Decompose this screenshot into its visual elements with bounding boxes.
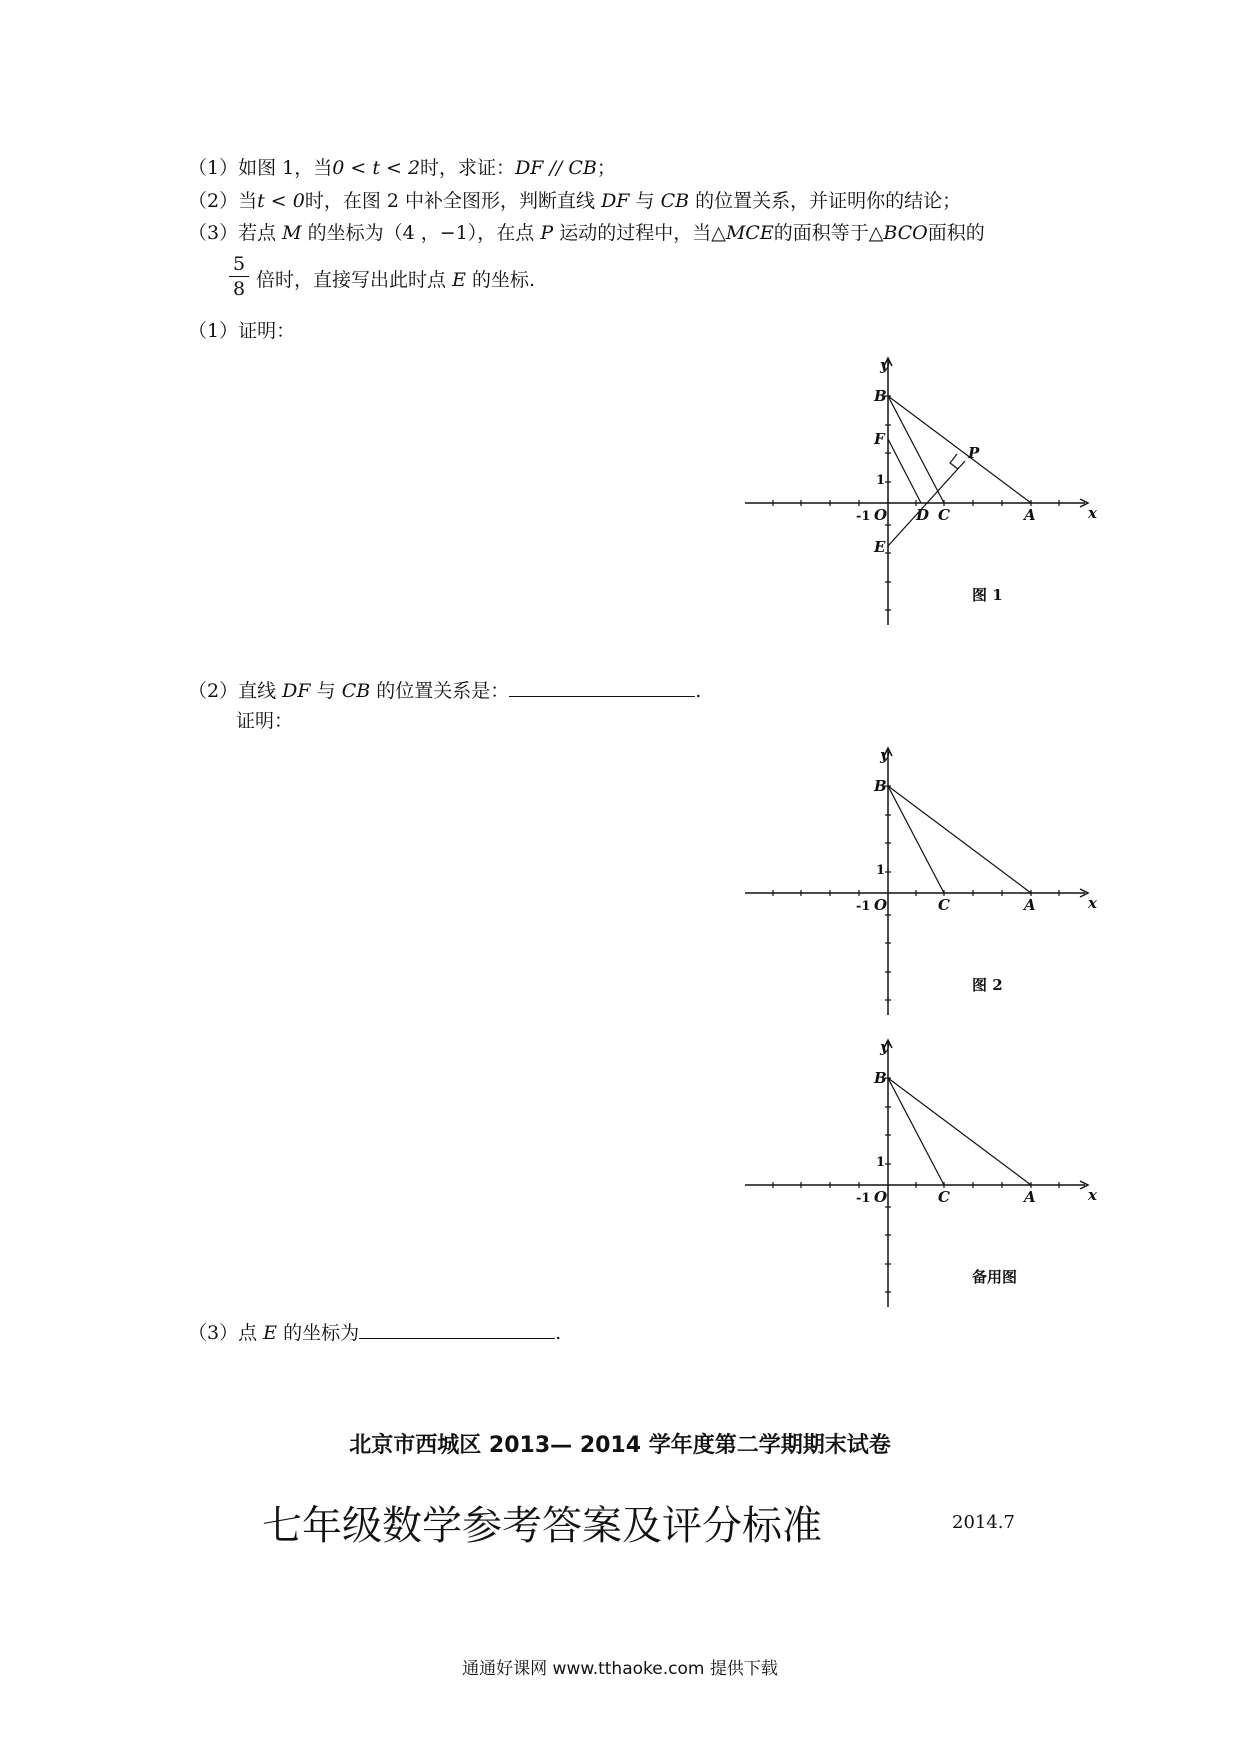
question-1-claim: DF // CB (515, 157, 597, 179)
figure-spare-caption: 备用图 (972, 1268, 1018, 1286)
segment-bc (888, 396, 944, 503)
answer-3-text-post: 的坐标为 (283, 1322, 360, 1344)
figure-2 (740, 740, 1100, 1020)
question-1-end: ； (596, 157, 616, 179)
label-a: A (1024, 896, 1036, 914)
footer-source: 通通好课网 www.tthaoke.com 提供下载 (462, 1659, 778, 1679)
answer-2-text-and: 与 (316, 680, 336, 702)
segment-ba (888, 1078, 1031, 1185)
answer-2-end: . (695, 680, 702, 702)
question-2-line-df: DF (601, 190, 630, 212)
question-3-text-coords: 的坐标为（4 ，−1），在点 (307, 222, 535, 244)
answer-2-line-df: DF (282, 680, 311, 702)
answer-2-proof-label: 证明： (236, 710, 294, 732)
question-2-condition: t < 0 (257, 190, 305, 212)
label-one: 1 (876, 473, 886, 488)
question-3-point-m: M (282, 222, 302, 244)
answer-3 (188, 1318, 561, 1346)
question-3-point-p: P (540, 222, 554, 244)
question-1 (188, 155, 616, 181)
label-y: y (880, 746, 889, 764)
label-f: F (874, 430, 885, 448)
label-one: 1 (876, 1155, 886, 1170)
label-a: A (1024, 1188, 1036, 1206)
answer-2-blank[interactable] (509, 676, 695, 697)
segment-bc (888, 1078, 944, 1185)
answer-2-text: 直线 (238, 680, 277, 702)
question-3-number: （3） (188, 222, 239, 244)
label-y: y (880, 1038, 889, 1056)
segment-ba (888, 786, 1031, 893)
question-2-end: 的位置关系，并证明你的结论； (695, 190, 962, 212)
figure-1-caption: 图 1 (972, 586, 1003, 604)
label-b: B (874, 1069, 887, 1087)
question-2-text-post: 时，在图 2 中补全图形，判断直线 (304, 190, 596, 212)
exam-title: 北京市西城区 2013— 2014 学年度第二学期期末试卷 (349, 1433, 891, 1458)
question-3-line-2 (256, 267, 535, 293)
label-a: A (1024, 506, 1036, 524)
label-origin: O (874, 506, 888, 524)
question-2-number: （2） (188, 190, 239, 212)
answer-key-date: 2014.7 (952, 1512, 1015, 1533)
label-b: B (874, 777, 887, 795)
question-3-end: 面积的 (927, 222, 985, 244)
segment-bc (888, 786, 944, 893)
question-1-text-mid: 时，求证： (420, 157, 516, 179)
question-3-text-end: 的坐标. (471, 269, 536, 291)
label-c: C (938, 1188, 950, 1206)
answer-1-proof-label: 证明： (238, 320, 296, 342)
question-2-text-and: 与 (635, 190, 655, 212)
label-d: D (916, 506, 930, 524)
question-2-line-cb: CB (660, 190, 690, 212)
label-c: C (938, 896, 950, 914)
question-2-text: 当 (238, 190, 258, 212)
label-neg-one: -1 (856, 1191, 871, 1206)
answer-1-number: （1） (188, 320, 239, 342)
answer-3-point-e: E (263, 1322, 278, 1344)
question-1-condition: 0 < t < 2 (332, 157, 421, 179)
answer-2-text-post: 的位置关系是： (376, 680, 510, 702)
answer-2 (188, 676, 701, 704)
answer-3-number: （3） (188, 1322, 239, 1344)
right-angle-mark (950, 454, 958, 469)
label-x: x (1088, 894, 1097, 912)
label-neg-one: -1 (856, 899, 871, 914)
question-1-text: 如图 1，当 (238, 157, 333, 179)
fraction-numerator: 5 (229, 252, 249, 277)
label-c: C (938, 506, 950, 524)
fraction-five-eighths (229, 252, 249, 301)
answer-2-line-cb: CB (341, 680, 371, 702)
label-y: y (880, 356, 889, 374)
question-3-text-equal: 的面积等于△ (773, 222, 884, 244)
question-3-text-when: 运动的过程中，当△ (559, 222, 726, 244)
label-x: x (1088, 504, 1097, 522)
question-3-triangle-bco: BCO (883, 222, 928, 244)
question-3-text: 若点 (238, 222, 277, 244)
answer-3-blank[interactable] (359, 1318, 555, 1339)
fraction-denominator: 8 (232, 278, 246, 300)
question-3-text-line2: 倍时，直接写出此时点 (256, 269, 447, 291)
label-x: x (1088, 1186, 1097, 1204)
answer-3-end: . (555, 1322, 562, 1344)
answer-1 (188, 318, 295, 344)
label-p: P (968, 444, 980, 462)
question-1-number: （1） (188, 157, 239, 179)
label-b: B (874, 387, 887, 405)
answer-3-text: 点 (238, 1322, 258, 1344)
figure-2-caption: 图 2 (972, 976, 1003, 994)
segment-ba (888, 396, 1031, 503)
figure-spare (740, 1032, 1100, 1312)
question-2 (188, 188, 961, 214)
label-origin: O (874, 896, 888, 914)
answer-key-title: 七年级数学参考答案及评分标准 (262, 1503, 822, 1549)
figure-1 (740, 350, 1100, 630)
question-3-triangle-mce: MCE (725, 222, 774, 244)
question-3-point-e: E (452, 269, 466, 291)
label-one: 1 (876, 863, 886, 878)
answer-2-number: （2） (188, 680, 239, 702)
label-neg-one: -1 (856, 509, 871, 524)
label-origin: O (874, 1188, 888, 1206)
question-3 (188, 220, 985, 246)
label-e: E (874, 538, 886, 556)
